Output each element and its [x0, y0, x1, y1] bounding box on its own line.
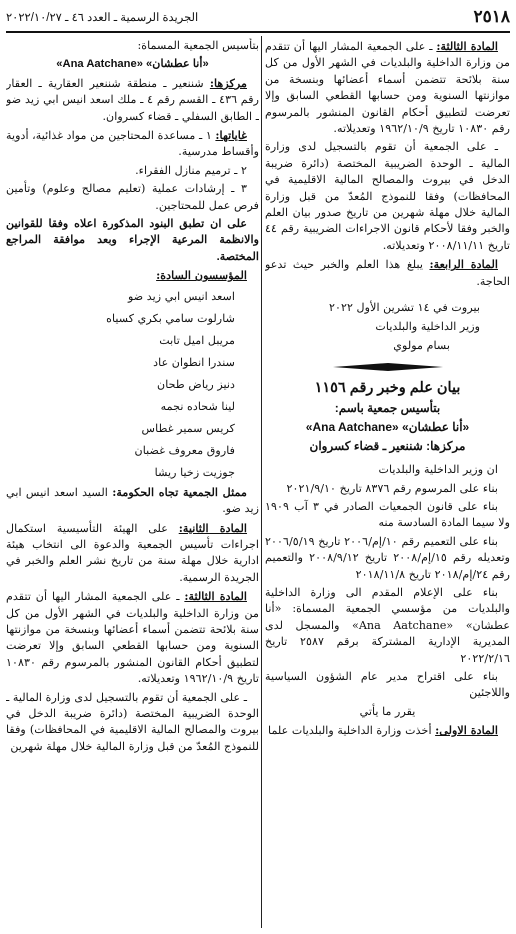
- goals-paragraph: [6, 127, 259, 161]
- article-3-label: المادة الثالثة:: [436, 39, 498, 53]
- legal-basis-1: بناء على المرسوم رقم ٨٣٧٦ تاريخ ٢٠٢١/٩/١٠: [286, 481, 498, 495]
- article-3-paragraph: [265, 38, 510, 137]
- article-4-paragraph: [265, 256, 510, 290]
- article-3-left-tax-paragraph: ـ على الجمعية أن تقوم بالتسجيل لدى وزارة المالية ـ الوحدة الضريبية المختصة (دائرة ضريبة الدخل في بيروت والمصالح المالية الاقليمية في المحافظات) وفقا للنموذج المُعدّ من قبل وزارة المالية خلال مهلة شهرين: [6, 690, 259, 753]
- legal-basis-4: بناء على الإعلام المقدم الى وزارة الداخلية والبلديات من مؤسسي الجمعية المسماة: «أنا عطشان» «Ana Aatchane» والمسجل لدى المديرية الإدارية المشتركة برقم ٢٥٨٧ تاريخ ٢٠٢٢/٢/١٦: [265, 585, 510, 665]
- legal-basis-3: بناء على التعميم رقم ١٠/إم/٢٠٠٦ تاريخ ٢٠٠٦/٥/١٩ وتعديله رقم ١٥/إم/٢٠٠٨ تاريخ ٢٠٠٨/٩/١٢ والتعميم رقم ٢٤/إم/٢٠١٨ تاريخ ٢٠١٨/١١/٨: [265, 534, 510, 581]
- legal-basis-2: بناء على قانون الجمعيات الصادر في ٣ آب ١٩٠٩ ولا سيما المادة السادسة منه: [265, 499, 510, 530]
- signature-date: بيروت في ١٤ تشرين الأول ٢٠٢٢: [328, 301, 480, 315]
- application-clause: على ان تطبق البنود المذكورة اعلاه وفقا للقوانين والانظمة المرعية الإجراء وبعد موافقة المراجع المختصة.: [6, 218, 259, 263]
- intro-line: بتأسيس الجمعية المسماة:: [137, 39, 259, 52]
- article-3-left-text: ـ على الجمعية المشار اليها أن تتقدم من وزارة الداخلية والبلديات في الشهر الأول من كل سنة بلائحة تتضمن أسماء أعضائها وبنسخة من موازنتها السنوية ومن حسابها القطعي السابق وإلا تعرضت لتطبيق أحكام القانون المنشور بالمرسوم رقم ١٠٨٣٠ تاريخ ١٩٦٢/١٠/٩ وتعديلاته.: [6, 590, 259, 686]
- founder-name: سندرا انطوان عاد: [153, 355, 235, 369]
- article-3-left-paragraph: [6, 588, 259, 687]
- article-3-tax-paragraph: ـ على الجمعية أن تقوم بالتسجيل لدى وزارة المالية ـ الوحدة الضريبية المختصة (دائرة ضريبة الدخل في بيروت والمصالح المالية الاقليمية في المحافظات) وفقا للنموذج المُعدّ من قبل وزارة المالية خلال مهلة شهرين من تاريخ صدور بيان العلم والخبر وفقا لأحكام قانون الاجراءات الضريبية رقم ٤٤ تاريخ ٢٠٠٨/١١/١١ وتعديلاته.: [265, 140, 510, 252]
- representative-text: السيد اسعد انيس ابي زيد ضو.: [6, 485, 259, 516]
- section-separator: [333, 363, 443, 371]
- page-header: [6, 6, 510, 28]
- goal-3: ٣ ـ إرشادات عملية (تعليم مصالح وعلوم) وتأمين فرص عمل للمحتاجين.: [6, 182, 259, 212]
- hq-paragraph: [6, 75, 259, 125]
- founder-name: اسعد انيس ابي زيد ضو: [127, 289, 235, 303]
- article-4-label: المادة الرابعة:: [429, 257, 498, 272]
- article-3-text: ـ على الجمعية المشار اليها أن تتقدم من وزارة الداخلية والبلديات في الشهر الأول من كل سنة بلائحة تتضمن أسماء أعضائها وبنسخة من موازنتها السنوية ومن حسابها القطعي السابق وإلا تعرضت لتطبيق أحكام القانون المنشور بالمرسوم رقم ١٠٨٣٠ تاريخ ١٩٦٢/١٠/٩ وتعديلاته.: [265, 40, 510, 136]
- founder-name: فاروق معروف غضبان: [134, 443, 235, 457]
- association-name-left: «أنا عطشان» «Ana Aatchane»: [56, 58, 209, 71]
- goal-2: ٢ ـ ترميم منازل الفقراء.: [135, 163, 247, 177]
- column-divider: [261, 36, 262, 928]
- article-2-paragraph: [6, 520, 259, 587]
- article-2-label: المادة الثانية:: [178, 520, 247, 535]
- legal-basis-5: بناء على اقتراح مدير عام الشؤون السياسية واللاجئين: [265, 669, 510, 700]
- article-1-label: المادة الاولى:: [435, 723, 498, 738]
- right-column: [265, 38, 510, 928]
- founder-name: شارلوت سامي بكري كسياه: [106, 311, 235, 325]
- hq-text: شننعير ـ منطقة شننعير العقارية ـ العقار رقم ٤٣٦ ـ القسم رقم ٤ ـ ملك اسعد انيس ابي زيد ضو ـ الطابق السفلي ـ قضاء كسروان.: [6, 76, 259, 123]
- founder-name: كريس سمير غطاس: [141, 421, 235, 435]
- article-1-text: أخذت وزارة الداخلية والبلديات علما: [268, 724, 436, 738]
- founders-list: [6, 286, 259, 484]
- signature-title: وزير الداخلية والبلديات: [375, 320, 480, 334]
- association-hq: مركزها: شننعير ـ قضاء كسروان: [309, 439, 466, 454]
- notice-subtitle: بتأسيس جمعية باسم:: [334, 401, 441, 416]
- article-2-text: على الهيئة التأسيسية استكمال اجراءات تأسيس الجمعية والدعوة الى انتخاب هيئة ادارية خلال مهلة سنة من تاريخ نشر العلم والخبر في الجريدة الرسمية.: [6, 521, 259, 584]
- representative-label: ممثل الجمعية تجاه الحكومة:: [112, 484, 247, 499]
- goal-1: ١ ـ مساعدة المحتاجين من مواد غذائية، أدوية وأقساط مدرسية.: [6, 129, 259, 159]
- notice-title: بيان علم وخبر رقم ١١٥٦: [314, 380, 461, 397]
- header-rule: [6, 31, 510, 33]
- left-column: [6, 38, 259, 928]
- article-1-paragraph: [265, 722, 510, 739]
- signature-name: بسام مولوي: [393, 339, 450, 353]
- representative-paragraph: [6, 484, 259, 518]
- minister-line: ان وزير الداخلية والبلديات: [378, 463, 498, 477]
- article-3-left-label: المادة الثالثة:: [184, 589, 247, 604]
- hq-label: مركزها:: [209, 75, 247, 90]
- goals-label: غاياتها:: [215, 128, 247, 143]
- article-4-text: يبلغ هذا العلم والخبر حيث تدعو الحاجة.: [265, 258, 510, 288]
- founder-name: جوزيت زخيا ريشا: [154, 465, 235, 479]
- founder-name: دنيز رياض طحان: [157, 377, 235, 391]
- decides-line: يقرر ما يأتي: [359, 704, 416, 718]
- association-name: «أنا عطشان» «Ana Aatchane»: [305, 420, 470, 435]
- gazette-title: الجريدة الرسمية ـ العدد ٤٦ ـ ٢٠٢٢/١٠/٢٧: [6, 12, 199, 24]
- founders-label: المؤسسون السادة:: [156, 268, 247, 283]
- founder-name: لينا شحاده نجمه: [160, 399, 235, 413]
- founder-name: مريبل اميل تابت: [159, 333, 235, 347]
- page-number: ٢٥١٨: [473, 7, 510, 26]
